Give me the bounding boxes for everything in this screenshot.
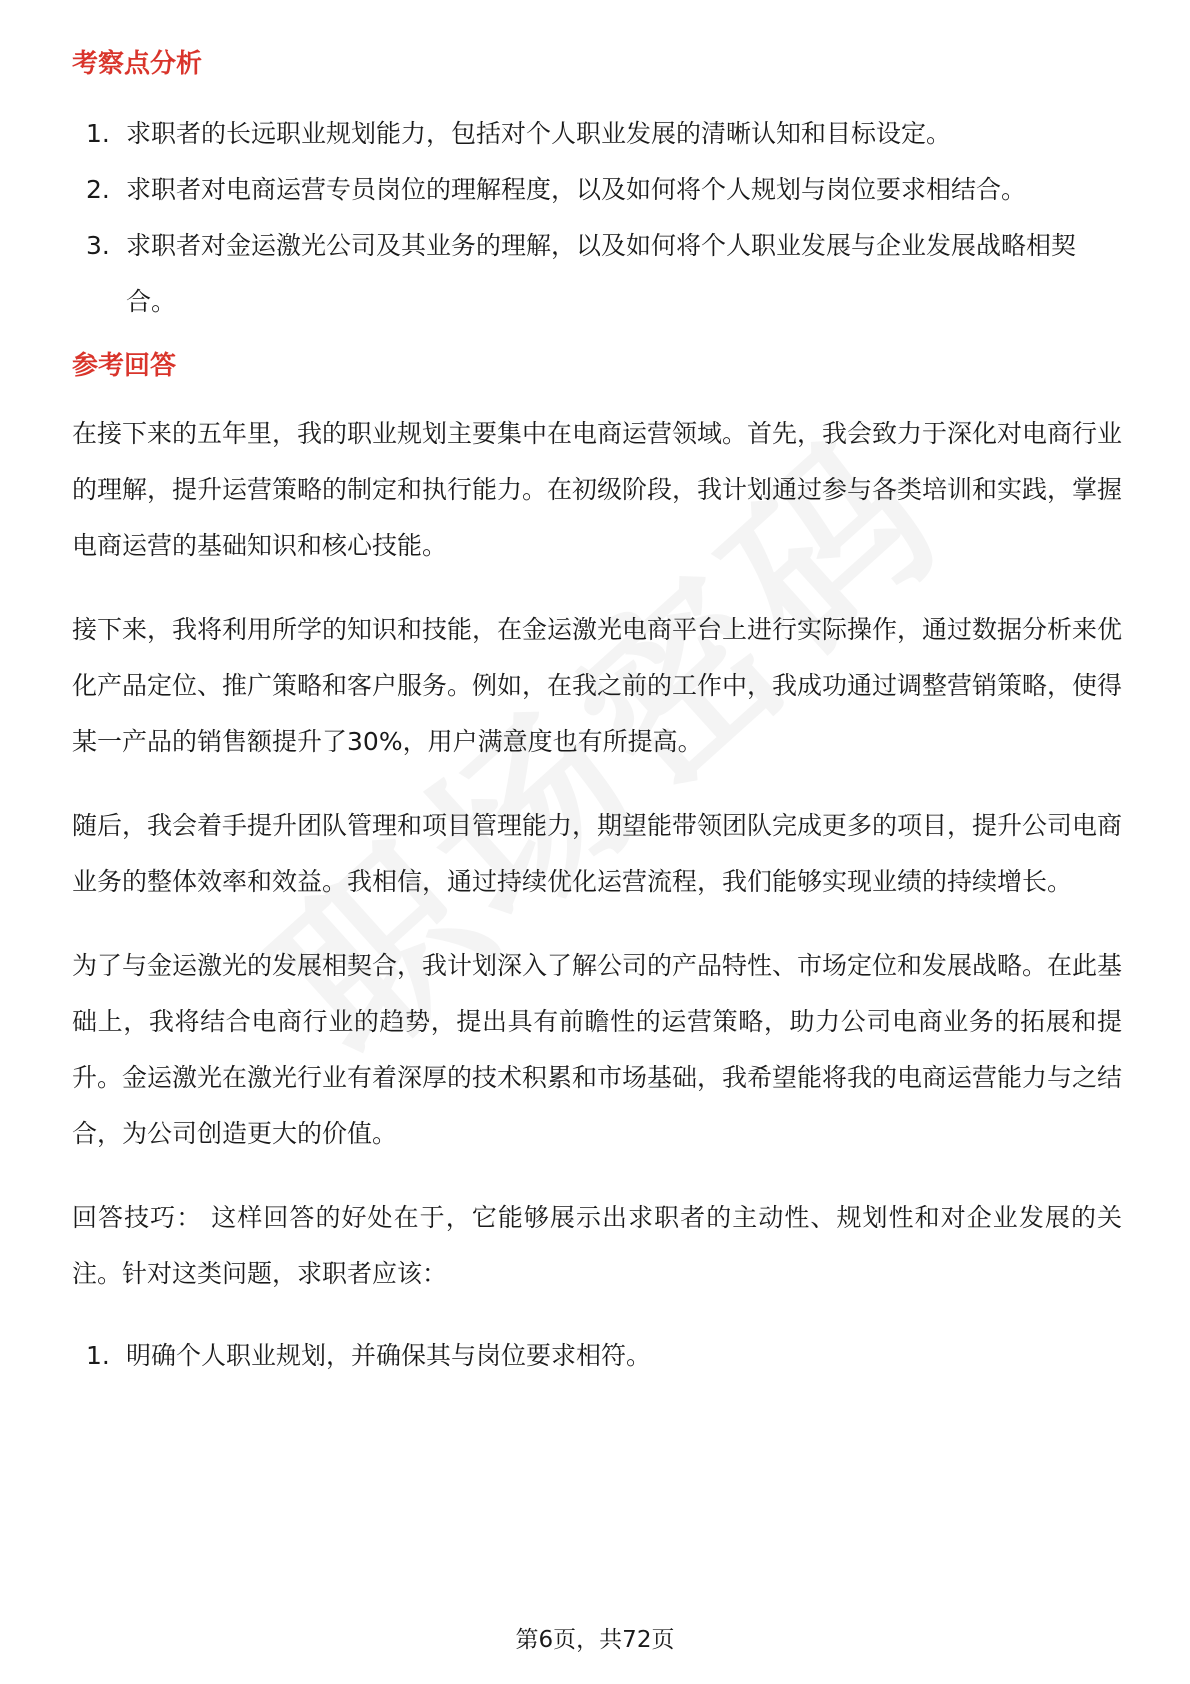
analysis-list [72, 106, 1122, 330]
answer-paragraph: 接下来，我将利用所学的知识和技能，在金运激光电商平台上进行实际操作，通过数据分析来优化产品定位、推广策略和客户服务。例如，在我之前的工作中，我成功通过调整营销策略，使得某一产品的销售额提升了30%，用户满意度也有所提高。 [72, 615, 1123, 756]
answer-paragraph: 为了与金运激光的发展相契合，我计划深入了解公司的产品特性、市场定位和发展战略。在此基础上，我将结合电商行业的趋势，提出具有前瞻性的运营策略，助力公司电商业务的拓展和提升。金运激光在激光行业有着深厚的技术积累和市场基础，我希望能将我的电商运营能力与之结合，为公司创造更大的价值。 [72, 951, 1123, 1148]
list-item [72, 106, 1122, 162]
list-item-text: 求职者对电商运营专员岗位的理解程度，以及如何将个人规划与岗位要求相结合。 [126, 175, 1027, 204]
list-item-number: 1. [86, 1341, 110, 1370]
section-title-answer: 参考回答 [72, 351, 177, 381]
list-item [72, 1328, 1122, 1384]
section-title-analysis: 考察点分析 [72, 49, 203, 79]
answer-paragraph: 在接下来的五年里，我的职业规划主要集中在电商运营领域。首先，我会致力于深化对电商行业的理解，提升运营策略的制定和执行能力。在初级阶段，我计划通过参与各类培训和实践，掌握电商运营的基础知识和核心技能。 [72, 419, 1123, 560]
page-footer: 第6页，共72页 [515, 1627, 675, 1653]
list-item-text: 求职者的长远职业规划能力，包括对个人职业发展的清晰认知和目标设定。 [126, 119, 952, 148]
answer-paragraph: 随后，我会着手提升团队管理和项目管理能力，期望能带领团队完成更多的项目，提升公司电商业务的整体效率和效益。我相信，通过持续优化运营流程，我们能够实现业绩的持续增长。 [72, 811, 1123, 896]
list-item [72, 162, 1122, 218]
list-item-number: 1. [86, 119, 110, 148]
tips-list [72, 1328, 1122, 1384]
list-item [72, 218, 1122, 330]
page-content [72, 44, 1122, 1384]
list-item-text: 明确个人职业规划，并确保其与岗位要求相符。 [126, 1341, 652, 1370]
list-item-number: 3. [86, 231, 110, 260]
list-item-number: 2. [86, 175, 110, 204]
answer-tips-paragraph: 回答技巧： 这样回答的好处在于，它能够展示出求职者的主动性、规划性和对企业发展的关注。针对这类问题，求职者应该： [72, 1203, 1122, 1288]
list-item-text: 求职者对金运激光公司及其业务的理解，以及如何将个人职业发展与企业发展战略相契合。 [126, 231, 1077, 316]
